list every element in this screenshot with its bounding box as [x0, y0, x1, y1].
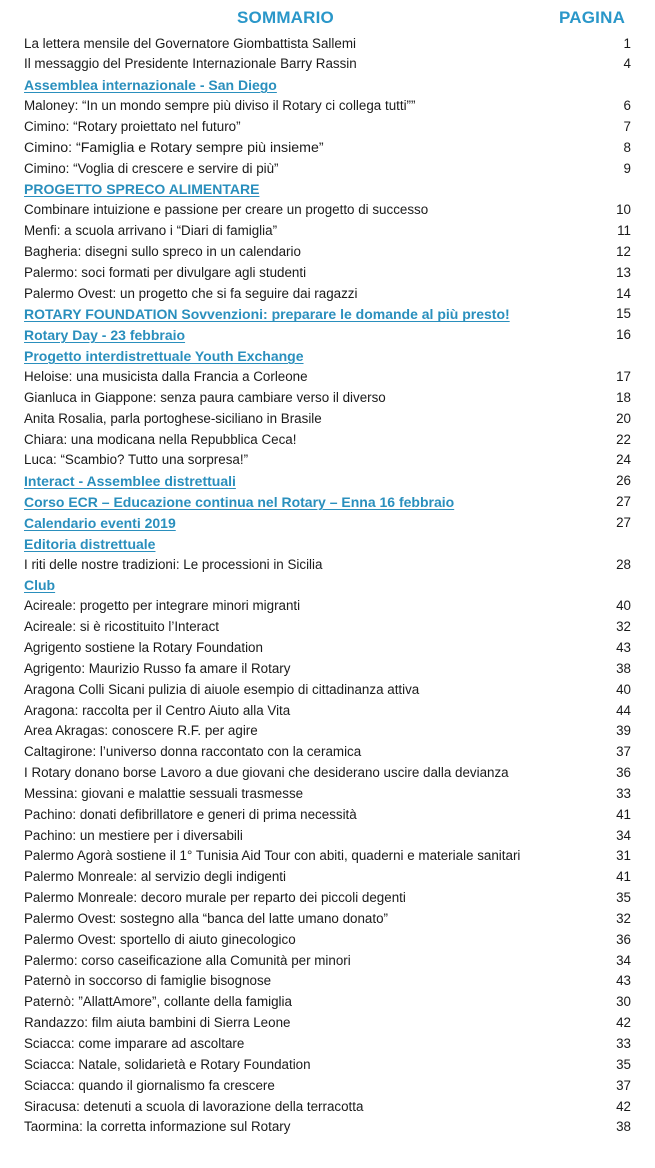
toc-entry[interactable] [0, 763, 655, 784]
toc-header [0, 8, 655, 34]
toc-entry[interactable] [0, 96, 655, 117]
toc-entry-title: Heloise: una musicista dalla Francia a Corleone [24, 369, 308, 384]
toc-entry-page: 33 [616, 785, 631, 801]
toc-entry-title: I Rotary donano borse Lavoro a due giovani che desiderano uscire dalla devianza [24, 765, 509, 781]
toc-entry[interactable] [0, 930, 655, 951]
toc-entry[interactable] [0, 888, 655, 909]
toc-entry-page: 42 [616, 1015, 631, 1031]
toc-entry-page: 13 [616, 264, 631, 280]
toc-entry-title: Paternò in soccorso di famiglie bisognose [24, 973, 272, 989]
toc-entry-title: Palermo Ovest: un progetto che si fa seguire dai ragazzi [24, 285, 358, 301]
toc-entry-page: 34 [616, 827, 631, 843]
toc-entry-title: Palermo Ovest: sostegno alla “banca del latte umano donato” [24, 910, 388, 926]
toc-entry-title: Cimino: “Rotary proiettato nel futuro” [24, 118, 241, 134]
toc-entry-page: 37 [616, 744, 631, 760]
toc-entry[interactable] [0, 721, 655, 742]
toc-section-heading[interactable] [0, 346, 655, 367]
toc-entry-title: Pachino: donati defibrillatore e generi di prima necessità [24, 806, 357, 822]
toc-entry-page: 9 [623, 160, 631, 176]
toc-entry-title: Palermo: soci formati per divulgare agli studenti [24, 264, 307, 280]
toc-entry-page: 14 [616, 285, 631, 301]
toc-section-heading[interactable] [0, 471, 655, 492]
toc-entry[interactable] [0, 555, 655, 576]
toc-entry-page: 22 [616, 431, 631, 447]
toc-entry-title: Randazzo: film aiuta bambini di Sierra Leone [24, 1015, 291, 1031]
toc-entry[interactable] [0, 1117, 655, 1138]
toc-entry[interactable] [0, 450, 655, 471]
toc-title: SOMMARIO [237, 8, 334, 27]
toc-entry-page: 15 [616, 306, 631, 322]
toc-entry-page: 28 [616, 556, 631, 572]
toc-entry-title: Cimino: “Voglia di crescere e servire di più” [24, 160, 279, 176]
toc-entry[interactable] [0, 284, 655, 305]
toc-entry[interactable] [0, 159, 655, 180]
toc-entry-page: 40 [616, 681, 631, 697]
toc-entry-page: 41 [616, 869, 631, 885]
toc-entry-title: Sciacca: Natale, solidarietà e Rotary Foundation [24, 1056, 311, 1072]
toc-entry-title: Il messaggio del Presidente Internazionale Barry Rassin [24, 56, 357, 72]
toc-entry[interactable] [0, 992, 655, 1013]
toc-entry-title: I riti delle nostre tradizioni: Le processioni in Sicilia [24, 556, 323, 572]
toc-entry-page: 8 [623, 139, 631, 155]
toc-entry-title: Club [24, 577, 56, 594]
toc-entry-title: Palermo: corso caseificazione alla Comunità per minori [24, 952, 351, 968]
toc-entry-page: 27 [616, 514, 631, 530]
toc-entry-title: Anita Rosalia, parla portoghese-siciliano in Brasile [24, 410, 322, 426]
toc-entry-page: 36 [616, 765, 631, 781]
toc-section-heading[interactable] [0, 304, 655, 325]
toc-entry-title: PROGETTO SPRECO ALIMENTARE [24, 181, 260, 198]
toc-entry-page: 38 [616, 1119, 631, 1135]
toc-entry-page: 42 [616, 1098, 631, 1114]
toc-entry-title: Menfi: a scuola arrivano i “Diari di famiglia” [24, 223, 278, 239]
toc-entry-title: Taormina: la corretta informazione sul Rotary [24, 1119, 291, 1135]
toc-entry[interactable] [0, 138, 655, 159]
toc-entry[interactable] [0, 784, 655, 805]
toc-entry-title: Chiara: una modicana nella Repubblica Ceca! [24, 431, 297, 447]
toc-entry-page: 41 [616, 806, 631, 822]
toc-entry-page: 6 [623, 98, 631, 114]
toc-entry-title: Luca: “Scambio? Tutto una sorpresa!” [24, 452, 249, 468]
toc-section-heading[interactable] [0, 75, 655, 96]
toc-entry[interactable] [0, 951, 655, 972]
toc-entry-page: 17 [616, 369, 631, 384]
toc-entry-title: Maloney: “In un mondo sempre più diviso il Rotary ci collega tutti”” [24, 98, 416, 114]
toc-entry-title: Cimino: “Famiglia e Rotary sempre più insieme” [24, 139, 324, 156]
toc-entry-page: 38 [616, 660, 631, 676]
toc-entry-page: 30 [616, 994, 631, 1010]
toc-entry-page: 35 [616, 1056, 631, 1072]
toc-entry-page: 20 [616, 410, 631, 426]
toc-entry[interactable] [0, 659, 655, 680]
toc-entry-page: 4 [623, 56, 631, 72]
toc-entry-page: 26 [616, 473, 631, 489]
toc-entry-page: 11 [617, 223, 631, 239]
toc-entry-title: Acireale: progetto per integrare minori migranti [24, 598, 301, 614]
toc-entry[interactable] [0, 242, 655, 263]
toc-entry-title: Siracusa: detenuti a scuola di lavorazione della terracotta [24, 1098, 364, 1114]
toc-entry-title: Sciacca: come imparare ad ascoltare [24, 1036, 245, 1051]
toc-entry-page: 10 [616, 202, 631, 218]
toc-entry-title: Assemblea internazionale - San Diego [24, 77, 277, 94]
toc-entry-title: La lettera mensile del Governatore Giombattista Sallemi [24, 35, 356, 51]
toc-entry[interactable] [0, 263, 655, 284]
toc-entry[interactable] [0, 909, 655, 930]
toc-entry-page: 7 [623, 118, 631, 134]
toc-section-heading[interactable] [0, 575, 655, 596]
toc-entry-page: 27 [616, 494, 631, 510]
toc-entry[interactable] [0, 867, 655, 888]
toc-entry[interactable] [0, 54, 655, 75]
toc-entry[interactable] [0, 200, 655, 221]
toc-entry[interactable] [0, 1055, 655, 1076]
toc-entry-page: 32 [616, 910, 631, 926]
toc-entry-page: 36 [616, 931, 631, 947]
toc-entry[interactable] [0, 117, 655, 138]
toc-entry-title: Gianluca in Giappone: senza paura cambiare verso il diverso [24, 389, 386, 405]
toc-entry[interactable] [0, 596, 655, 617]
toc-entry[interactable] [0, 846, 655, 867]
toc-entry-page: 31 [616, 848, 631, 864]
toc-entry-title: ROTARY FOUNDATION Sovvenzioni: preparare le domande al più presto! [24, 306, 510, 323]
toc-entry-title: Combinare intuizione e passione per creare un progetto di successo [24, 202, 429, 218]
toc-entry[interactable] [0, 1013, 655, 1034]
toc-entry-page: 16 [616, 327, 631, 343]
toc-entry[interactable] [0, 367, 655, 388]
toc-entry-title: Palermo Ovest: sportello di aiuto ginecologico [24, 931, 296, 947]
toc-entry-title: Rotary Day - 23 febbraio [24, 327, 186, 344]
toc-entry-title: Pachino: un mestiere per i diversabili [24, 827, 243, 843]
toc-entry[interactable] [0, 1097, 655, 1118]
toc-entry-title: Palermo Monreale: al servizio degli indigenti [24, 869, 286, 885]
toc-entry[interactable] [0, 1076, 655, 1097]
toc-entry[interactable] [0, 701, 655, 722]
toc-entry-page: 33 [616, 1036, 631, 1051]
toc-entry-page: 39 [616, 723, 631, 739]
toc-entry-title: Paternò: ”AllattAmore”, collante della famiglia [24, 994, 292, 1010]
toc-entry-page: 43 [616, 639, 631, 655]
toc-entry-title: Interact - Assemblee distrettuali [24, 473, 236, 490]
toc-entry-title: Agrigento: Maurizio Russo fa amare il Rotary [24, 660, 291, 676]
toc-entry[interactable] [0, 388, 655, 409]
toc-entry-title: Corso ECR – Educazione continua nel Rotary – Enna 16 febbraio [24, 494, 455, 511]
toc-entry[interactable] [0, 826, 655, 847]
toc-entry[interactable] [0, 805, 655, 826]
toc-entry[interactable] [0, 742, 655, 763]
toc-entry-title: Area Akragas: conoscere R.F. per agire [24, 723, 258, 739]
toc-section-heading[interactable] [0, 179, 655, 200]
toc-entry[interactable] [0, 34, 655, 55]
toc-entry-page: 44 [616, 702, 631, 718]
toc-entry[interactable] [0, 409, 655, 430]
toc-entry[interactable] [0, 638, 655, 659]
toc-entry-page: 12 [616, 243, 631, 259]
toc-entry-title: Agrigento sostiene la Rotary Foundation [24, 639, 263, 655]
toc-entry-page: 24 [616, 452, 631, 468]
toc-section-heading[interactable] [0, 534, 655, 555]
toc-entry-page: 40 [616, 598, 631, 614]
toc-entry-title: Progetto interdistrettuale Youth Exchange [24, 348, 304, 365]
toc-section-heading[interactable] [0, 513, 655, 534]
toc-entry-title: Palermo Monreale: decoro murale per reparto dei piccoli degenti [24, 890, 406, 906]
toc-entry-page: 43 [616, 973, 631, 989]
toc-entry-title: Aragona: raccolta per il Centro Aiuto alla Vita [24, 702, 291, 718]
toc-entry-title: Calendario eventi 2019 [24, 514, 176, 531]
toc-entry[interactable] [0, 430, 655, 451]
table-of-contents [0, 34, 655, 1139]
toc-entry-page: 35 [616, 890, 631, 906]
toc-entry[interactable] [0, 617, 655, 638]
toc-entry[interactable] [0, 971, 655, 992]
toc-entry[interactable] [0, 221, 655, 242]
page-column-label: PAGINA [559, 8, 626, 27]
toc-entry-title: Aragona Colli Sicani pulizia di aiuole esempio di cittadinanza attiva [24, 681, 420, 697]
toc-entry-title: Sciacca: quando il giornalismo fa crescere [24, 1077, 275, 1093]
toc-entry[interactable] [0, 680, 655, 701]
toc-entry-page: 32 [616, 619, 631, 635]
toc-entry-title: Bagheria: disegni sullo spreco in un calendario [24, 243, 301, 259]
toc-entry-title: Palermo Agorà sostiene il 1° Tunisia Aid Tour con abiti, quaderni e materiale sanitari [24, 848, 521, 864]
toc-entry[interactable] [0, 1034, 655, 1055]
toc-entry-title: Editoria distrettuale [24, 535, 156, 552]
toc-section-heading[interactable] [0, 492, 655, 513]
toc-section-heading[interactable] [0, 325, 655, 346]
toc-entry-title: Acireale: si è ricostituito l’Interact [24, 619, 219, 635]
toc-entry-page: 37 [616, 1077, 631, 1093]
toc-entry-page: 1 [623, 35, 631, 51]
toc-entry-title: Messina: giovani e malattie sessuali trasmesse [24, 785, 304, 801]
toc-entry-page: 18 [616, 389, 631, 405]
toc-entry-title: Caltagirone: l’universo donna raccontato con la ceramica [24, 744, 362, 760]
toc-entry-page: 34 [616, 952, 631, 968]
